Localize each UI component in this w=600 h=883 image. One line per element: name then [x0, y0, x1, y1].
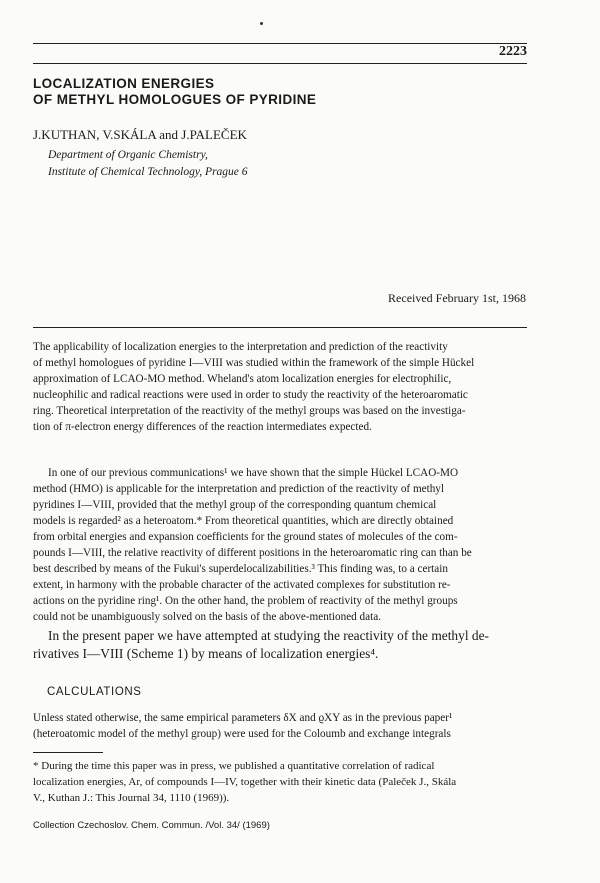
abstract-line: tion of π-electron energy differences of the reaction intermediates expected. — [33, 421, 372, 433]
affiliation-line-2: Institute of Chemical Technology, Prague 6 — [48, 166, 248, 178]
footnote-line: V., Kuthan J.: This Journal 34, 1110 (1969)). — [33, 792, 230, 804]
paper-title — [33, 76, 316, 108]
footnote — [33, 758, 527, 806]
footnote-rule — [33, 752, 103, 753]
abstract-line: ring. Theoretical interpretation of the reactivity of the methyl groups was based on the investiga- — [33, 405, 466, 417]
calculations-paragraph — [33, 710, 527, 742]
intro-paragraph — [33, 465, 527, 625]
intro-line: pounds I—VIII, the relative reactivity of different positions in the heteroaromatic ring can than be — [33, 547, 472, 559]
intro-line: In one of our previous communications¹ we have shown that the simple Hückel LCAO-MO — [48, 467, 459, 479]
present-line: In the present paper we have attempted at studying the reactivity of the methyl de- — [48, 628, 489, 643]
intro-line: method (HMO) is applicable for the interpretation and prediction of the reactivity of methyl — [33, 483, 445, 495]
affiliation-line-1: Department of Organic Chemistry, — [48, 149, 208, 161]
top-rule — [33, 43, 527, 44]
intro-line: could not be unambiguously solved on the basis of the above-mentioned data. — [33, 611, 381, 623]
scan-mark — [260, 22, 263, 25]
intro-line: best described by means of the Fukui's superdelocalizabilities.³ This finding was, to a certain — [33, 563, 448, 575]
authors: J.KUTHAN, V.SKÁLA and J.PALEČEK — [33, 127, 247, 142]
calculations-line: Unless stated otherwise, the same empirical parameters δX and ϱXY as in the previous paper¹ — [33, 712, 453, 724]
journal-footer: Collection Czechoslov. Chem. Commun. /Vol. 34/ (1969) — [33, 820, 270, 831]
calculations-heading: CALCULATIONS — [47, 686, 142, 698]
abstract-rule — [33, 327, 527, 328]
title-line-1: LOCALIZATION ENERGIES — [33, 76, 215, 91]
header-rule — [33, 63, 527, 64]
intro-line: pyridines I—VIII, provided that the methyl group of the corresponding quantum chemical — [33, 499, 437, 511]
title-line-2: OF METHYL HOMOLOGUES OF PYRIDINE — [33, 92, 317, 107]
intro-line: models is regarded² as a heteroatom.* From theoretical quantities, which are directly obtained — [33, 515, 454, 527]
abstract-line: The applicability of localization energies to the interpretation and prediction of the reactivity — [33, 341, 448, 353]
abstract-line: nucleophilic and radical reactions were used in order to study the reactivity of the heteroaromatic — [33, 389, 468, 401]
intro-line: actions on the pyridine ring¹. On the other hand, the problem of reactivity of the methyl groups — [33, 595, 458, 607]
present-line: rivatives I—VIII (Scheme 1) by means of localization energies⁴. — [33, 646, 379, 661]
footnote-line: * During the time this paper was in press, we published a quantitative correlation of radical — [33, 760, 435, 772]
present-paragraph — [33, 627, 527, 663]
footnote-line: localization energies, Ar, of compounds I—IV, together with their kinetic data (Paleček J., Skála — [33, 776, 457, 788]
calculations-line: (heteroatomic model of the methyl group) were used for the Coloumb and exchange integrals — [33, 728, 451, 740]
intro-line: from orbital energies and expansion coefficients for the ground states of molecules of the com- — [33, 531, 458, 543]
abstract — [33, 339, 527, 435]
abstract-line: of methyl homologues of pyridine I—VIII was studied within the framework of the simple Hückel — [33, 357, 475, 369]
page-number: 2223 — [499, 44, 527, 59]
abstract-line: approximation of LCAO-MO method. Wheland's atom localization energies for electrophilic, — [33, 373, 452, 385]
received-date: Received February 1st, 1968 — [388, 291, 526, 305]
intro-line: extent, in harmony with the probable character of the activated complexes for substitution re- — [33, 579, 451, 591]
